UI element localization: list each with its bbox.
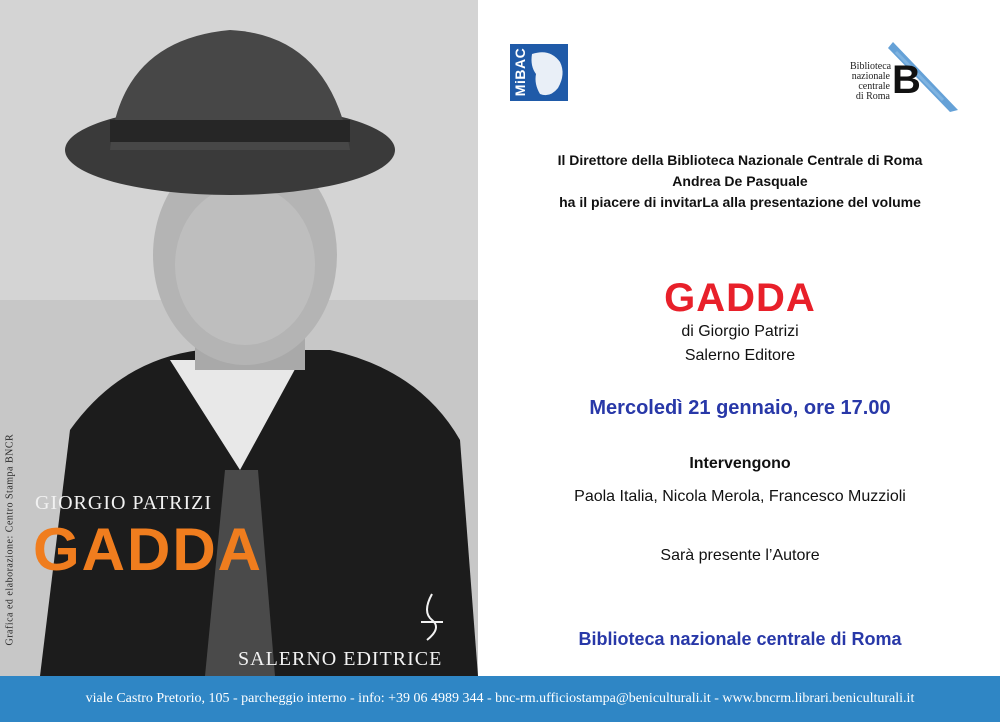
director-name: Andrea De Pasquale bbox=[672, 173, 808, 189]
book-author: di Giorgio Patrizi bbox=[681, 323, 799, 340]
book-publisher: Salerno Editore bbox=[684, 347, 796, 364]
mibac-logo-text: MiBAC bbox=[512, 47, 529, 97]
speakers-heading: Intervengono bbox=[689, 455, 791, 472]
bncr-logo-text: Biblioteca nazionale centrale di Roma bbox=[850, 61, 892, 102]
invitation-intro bbox=[490, 150, 990, 213]
intro-line-1: Il Direttore della Biblioteca Nazionale Centrale di Roma bbox=[557, 152, 923, 168]
photo-credit: Grafica ed elaborazione: Centro Stampa BNCR bbox=[4, 433, 16, 646]
author-presence-note: Sarà presente l’Autore bbox=[660, 547, 820, 564]
bncr-logo-letter: B bbox=[892, 58, 921, 102]
cover-title: GADDA bbox=[33, 516, 263, 583]
bncr-logo bbox=[848, 40, 966, 112]
publisher-mark-icon bbox=[417, 592, 447, 642]
mibac-logo bbox=[510, 44, 568, 101]
book-cover bbox=[0, 0, 478, 676]
event-venue: Biblioteca nazionale centrale di Roma bbox=[578, 629, 902, 649]
intro-line-3: ha il piacere di invitarLa alla presentazione del volume bbox=[559, 194, 921, 210]
book-details bbox=[490, 320, 990, 368]
cover-publisher: SALERNO EDITRICE bbox=[238, 648, 443, 670]
speakers-list: Paola Italia, Nicola Merola, Francesco Muzzioli bbox=[574, 488, 906, 505]
cover-author: GIORGIO PATRIZI bbox=[35, 492, 213, 514]
event-date: Mercoledì 21 gennaio, ore 17.00 bbox=[589, 397, 891, 419]
book-title: GADDA bbox=[664, 276, 816, 320]
footer-contact-bar: viale Castro Pretorio, 105 - parcheggio interno - info: +39 06 4989 344 - bnc-rm.ufficiostampa@beniculturali.it - www.bncrm.librari.beniculturali.it bbox=[0, 676, 1000, 722]
statue-head-icon bbox=[510, 44, 568, 101]
